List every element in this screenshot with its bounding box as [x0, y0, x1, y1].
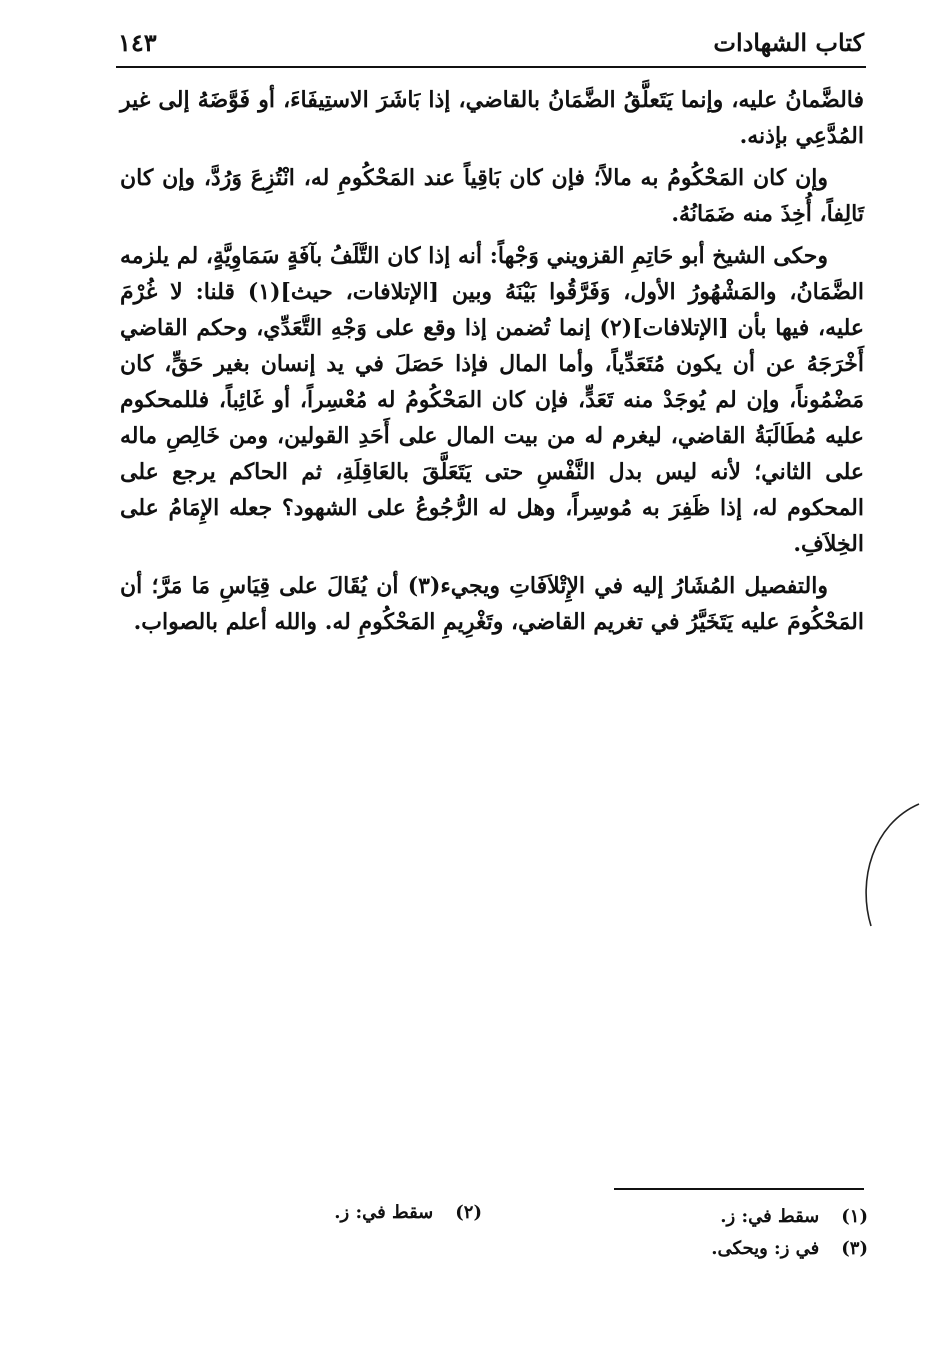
footnote-1: [720, 1206, 868, 1227]
paragraph-1: فالضَّمانُ عليه، وإنما يَتَعلَّقُ الضَّمَانُ بالقاضي، إذا بَاشَرَ الاستِيفَاءَ، أو فَوَّضَهُ إلى غير المُدَّعِي بإذنه.: [120, 87, 864, 149]
footnote-3: [711, 1238, 868, 1259]
footnote-rule: [614, 1188, 864, 1190]
page-number: ١٤٣: [118, 28, 157, 57]
footnote-3-text: في ز: ويحكى.: [711, 1238, 820, 1259]
footnote-1-marker: (١): [841, 1206, 868, 1227]
paragraph-2: وإن كان المَحْكُومُ به مالاً؛ فإن كان بَاقِياً عند المَحْكُومِ له، انْتُزِعَ وَرُدَّ، وإن كان تَالِفاً، أُخِذَ منه ضَمَانُهُ.: [120, 165, 864, 227]
chapter-title: كتاب الشهادات: [713, 28, 864, 57]
footnote-1-text: سقط في: ز.: [720, 1206, 820, 1227]
footnote-2: [334, 1202, 482, 1223]
paragraph-4: والتفصيل المُشَارُ إليه في الإِتْلاَفَاتِ ويجيء(٣) أن يُقَالَ على قِيَاسِ مَا مَرَّ؛ أن المَحْكُومَ عليه يَتَخَيَّرُ في تغريم القاضي، وتَغْرِيمِ المَحْكُومِ له. والله أعلم بالصواب.: [120, 573, 864, 635]
main-text: [120, 82, 864, 646]
footnote-3-marker: (٣): [841, 1238, 868, 1259]
footnote-2-marker: (٢): [455, 1202, 482, 1223]
paragraph-3: وحكى الشيخ أبو حَاتِمِ القزويني وَجْهاً: أنه إذا كان التَّلَفُ بآفَةٍ سَمَاوِيَّةٍ، لم يلزمه الضَّمَانُ، والمَشْهُورُ الأول، وَفَرَّقُوا بَيْنَهُ وبين [الإتلافات، حيث](١) قلنا: لا غُرْمَ عليه، فيها بأن [الإتلافات](٢) إنما تُضمن إذا وقع على وَجْهِ التَّعَدِّي، وحكم القاضي أَخْرَجَهُ عن أن يكون مُتَعَدِّياً، وأما المال فإذا حَصَلَ في يد إنسان بغير حَقٍّ، كان مَضْمُوناً، وإن لم يُوجَدْ منه تَعَدٍّ، فإن كان المَحْكُومُ له مُعْسِراً، أو غَائِباً، فللمحكوم عليه مُطَالَبَةُ القاضي، ليغرم له من بيت المال على أَحَدِ القولين، ومن خَالِصِ ماله على الثاني؛ لأنه ليس بدل النَّفْسِ حتى يَتَعَلَّقَ بالعَاقِلَةِ، ثم الحاكم يرجع على المحكوم له، إذا ظَفِرَ به مُوسِراً، وهل له الرُّجُوعُ على الشهود؟ جعله الإِمَامُ على الخِلاَفِ.: [120, 243, 864, 557]
footnote-2-text: سقط في: ز.: [334, 1202, 434, 1223]
running-header: [118, 28, 864, 68]
margin-scan-mark: [855, 800, 925, 930]
header-rule: [116, 66, 866, 68]
